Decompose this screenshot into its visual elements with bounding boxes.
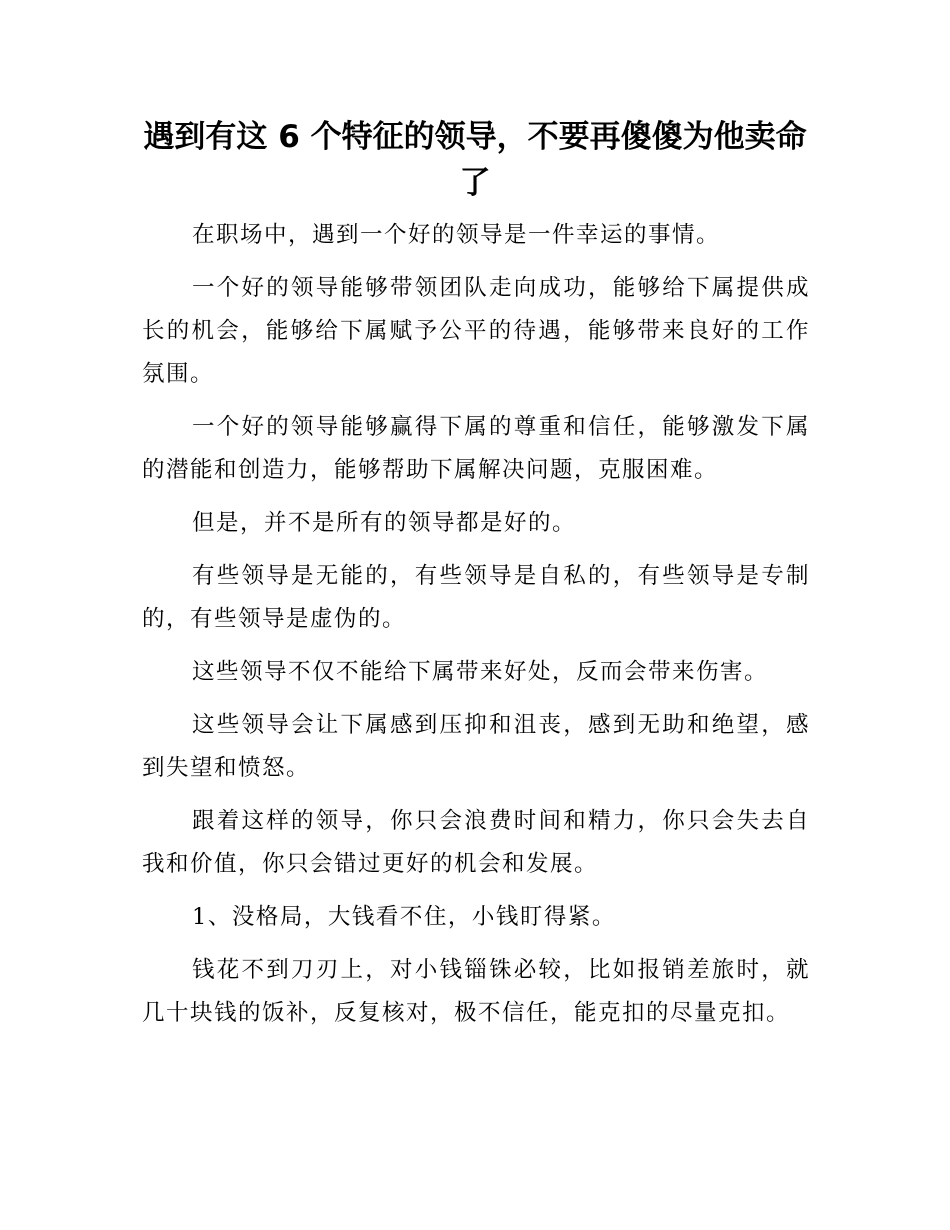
paragraph: 一个好的领导能够带领团队走向成功，能够给下属提供成长的机会，能够给下属赋予公平的待遇，能够带来良好的工作氛围。: [142, 275, 810, 387]
paragraph: 这些领导会让下属感到压抑和沮丧，感到无助和绝望，感到失望和愤怒。: [142, 712, 810, 781]
paragraph: 一个好的领导能够赢得下属的尊重和信任，能够激发下属的潜能和创造力，能够帮助下属解决问题，克服困难。: [142, 414, 810, 483]
paragraph: 钱花不到刀刃上，对小钱锱铢必较，比如报销差旅时，就几十块钱的饭补，反复核对，极不信任，能克扣的尽量克扣。: [142, 957, 810, 1026]
section-heading: 1、没格局，大钱看不住，小钱盯得紧。: [192, 904, 616, 930]
paragraph: 这些领导不仅不能给下属带来好处，反而会带来伤害。: [192, 659, 769, 685]
paragraph: 跟着这样的领导，你只会浪费时间和精力，你只会失去自我和价值，你只会错过更好的机会和发展。: [142, 808, 810, 877]
paragraph: 但是，并不是所有的领导都是好的。: [192, 510, 577, 536]
document-body: [142, 214, 810, 1045]
paragraph: 有些领导是无能的，有些领导是自私的，有些领导是专制的，有些领导是虚伪的。: [142, 563, 810, 632]
paragraph: 在职场中，遇到一个好的领导是一件幸运的事情。: [192, 222, 721, 248]
document-title: 遇到有这 6 个特征的领导，不要再傻傻为他卖命了: [143, 119, 807, 201]
